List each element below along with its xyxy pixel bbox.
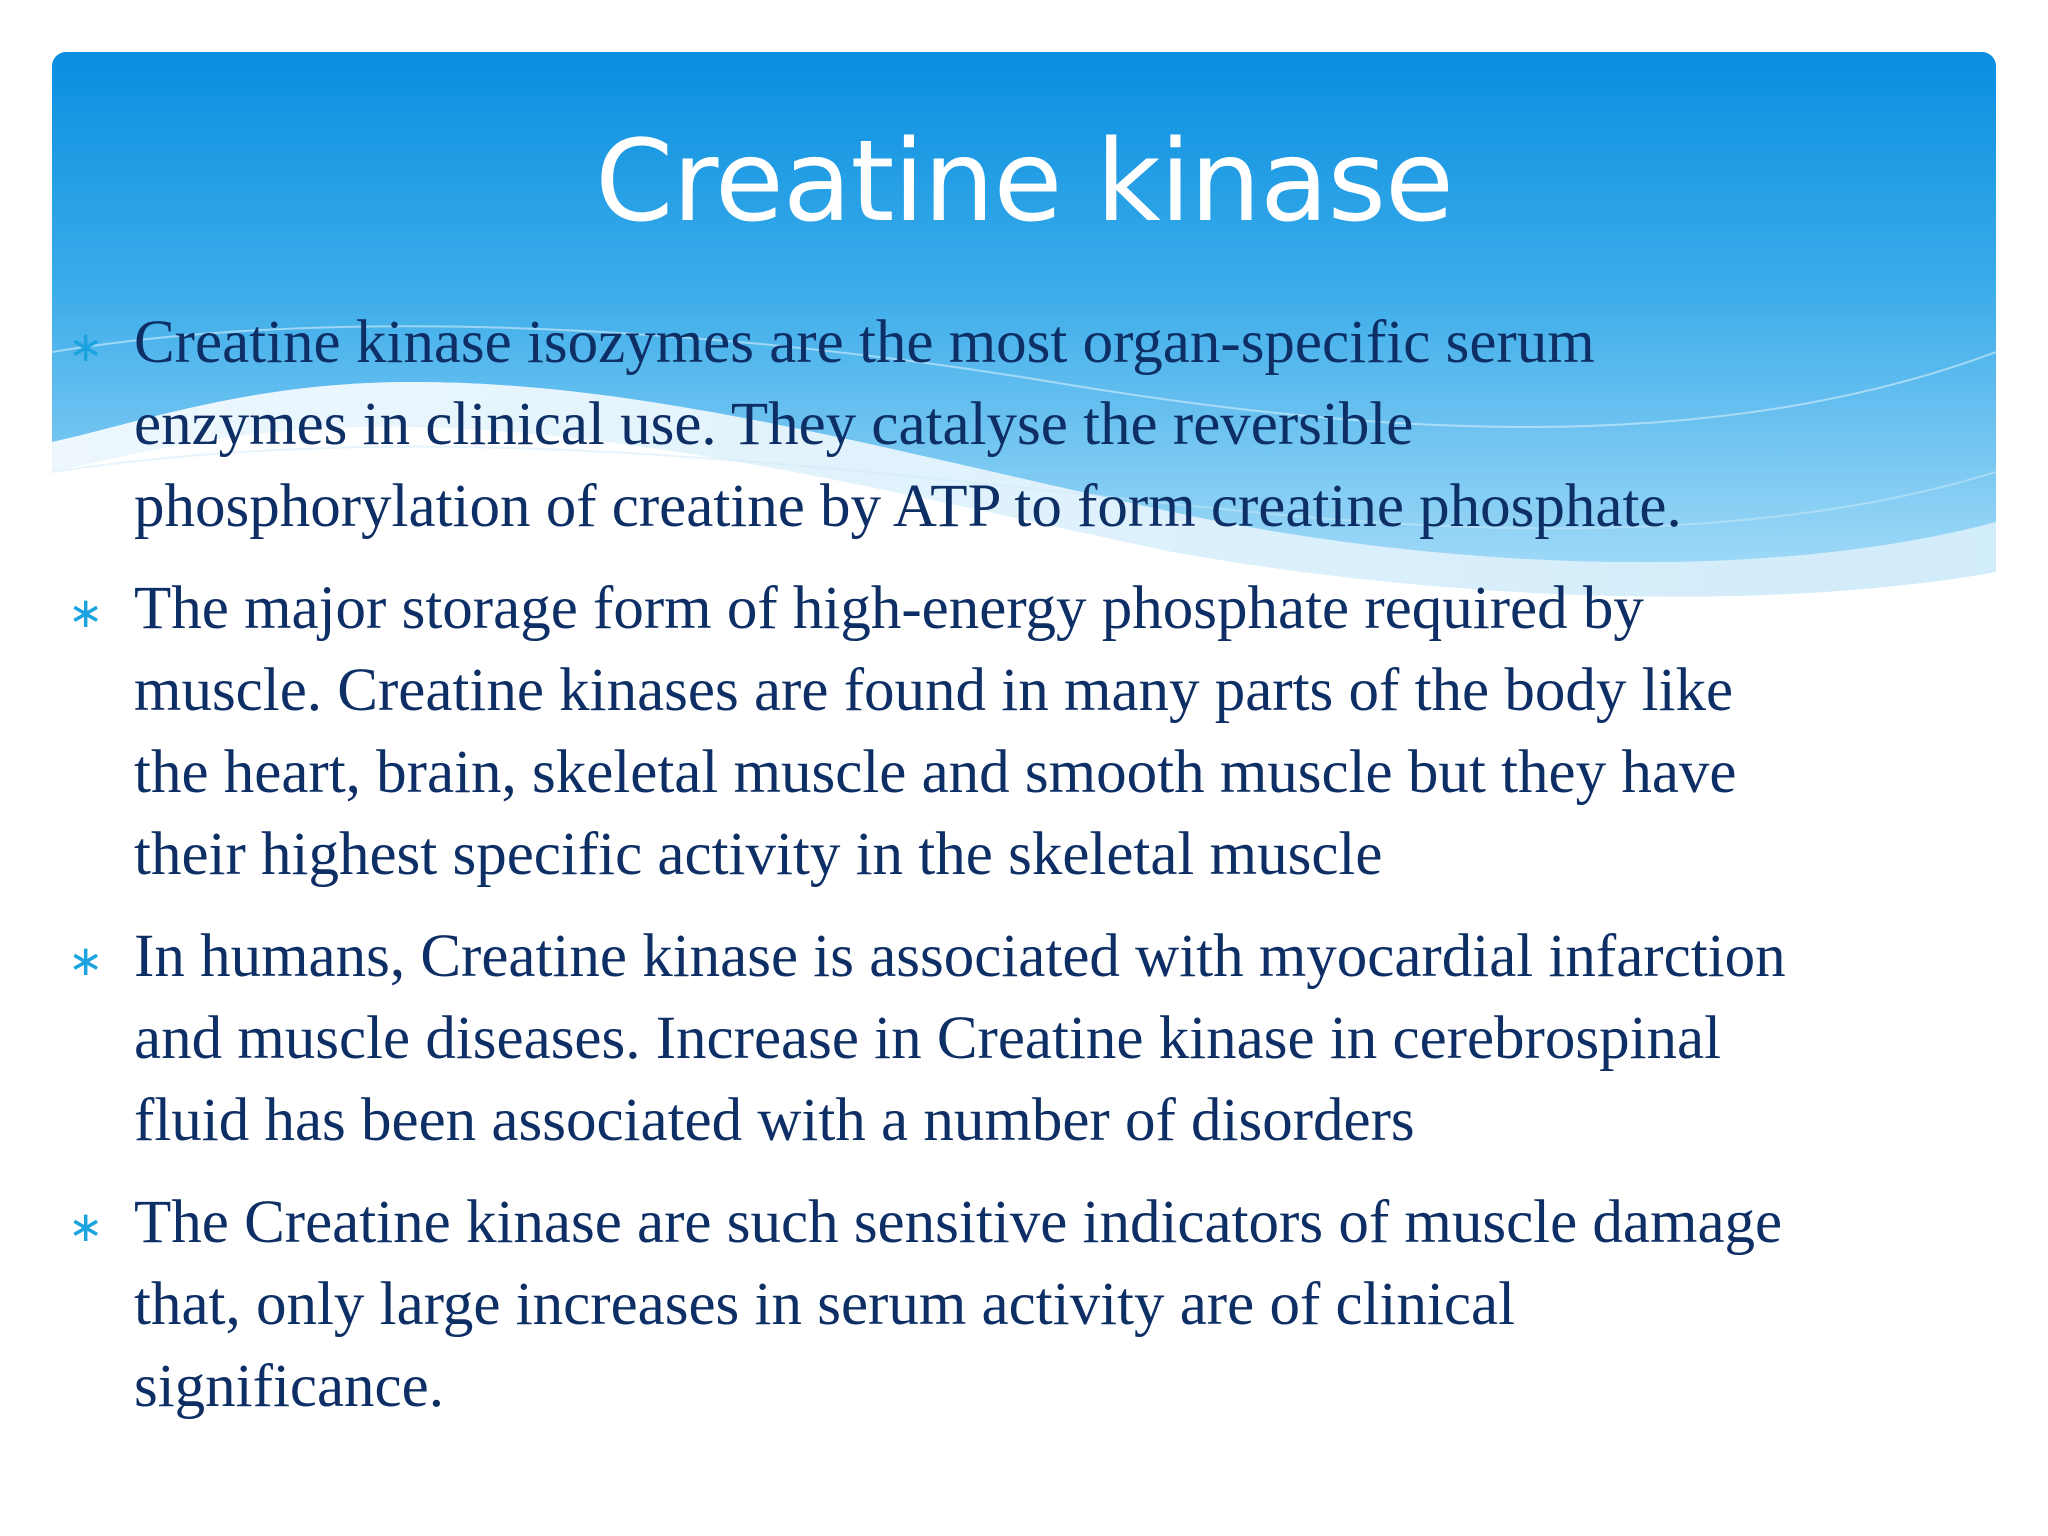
bullet-item (52, 302, 1996, 548)
bullet-line: The Creatine kinase are such sensitive indicators of muscle damage (134, 1189, 1783, 1256)
bullet-item (52, 916, 1996, 1162)
asterisk-bullet-icon: ∗ (68, 322, 104, 371)
bullet-line: and muscle diseases. Increase in Creatine kinase in cerebrospinal (134, 1005, 1722, 1072)
slide (52, 52, 1996, 1484)
bullet-line: fluid has been associated with a number of disorders (134, 1087, 1415, 1154)
bullet-line: the heart, brain, skeletal muscle and smooth muscle but they have (134, 739, 1737, 806)
asterisk-bullet-icon: ∗ (68, 1202, 104, 1251)
bullet-line: phosphorylation of creatine by ATP to form creatine phosphate. (134, 473, 1682, 540)
bullet-item (52, 1182, 1996, 1428)
bullet-line: The major storage form of high-energy phosphate required by (134, 575, 1644, 642)
bullet-line: that, only large increases in serum activity are of clinical (134, 1271, 1516, 1338)
bullet-line: muscle. Creatine kinases are found in many parts of the body like (134, 657, 1734, 724)
bullet-list (52, 302, 1996, 1448)
bullet-line: enzymes in clinical use. They catalyse the reversible (134, 391, 1414, 458)
bullet-item (52, 568, 1996, 896)
asterisk-bullet-icon: ∗ (68, 936, 104, 985)
slide-title: Creatine kinase (595, 117, 1453, 247)
bullet-line: Creatine kinase isozymes are the most organ-specific serum (134, 309, 1595, 376)
bullet-line: significance. (134, 1353, 444, 1420)
asterisk-bullet-icon: ∗ (68, 588, 104, 637)
bullet-line: In humans, Creatine kinase is associated with myocardial infarction (134, 923, 1786, 990)
bullet-line: their highest specific activity in the skeletal muscle (134, 821, 1383, 888)
